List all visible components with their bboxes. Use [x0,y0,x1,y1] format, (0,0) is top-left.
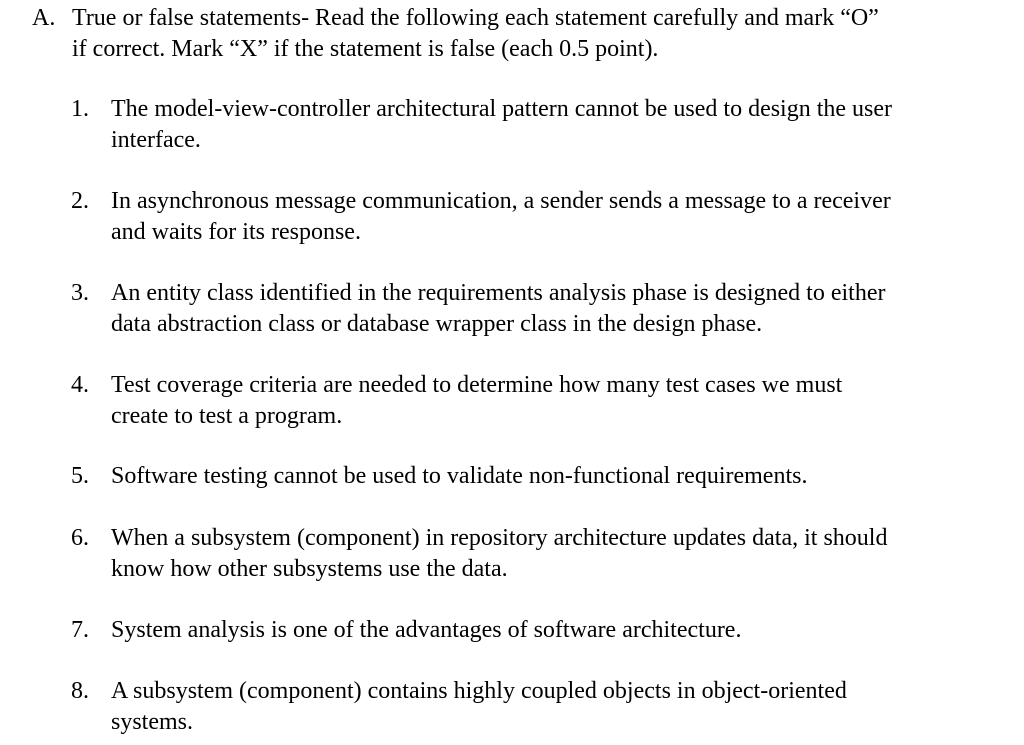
question-number: 4. [71,372,89,398]
question-number: 8. [71,678,89,704]
question-8 [71,676,991,738]
question-line-2: systems. [111,709,194,735]
question-text [111,278,991,340]
section-instructions [72,3,992,65]
question-line-2: know how other subsystems use the data. [111,556,508,582]
question-text [111,94,991,156]
question-text [111,523,991,585]
question-text [111,615,991,646]
question-line-2: create to test a program. [111,403,343,429]
question-number: 1. [71,96,89,122]
question-line-2: interface. [111,127,201,153]
question-line-1: A subsystem (component) contains highly coupled objects in object-oriented [111,678,847,704]
question-line-1: Software testing cannot be used to validate non-functional requirements. [111,463,808,489]
question-1 [71,94,991,156]
question-line-1: An entity class identified in the requirements analysis phase is designed to either [111,280,886,306]
question-line-1: In asynchronous message communication, a sender sends a message to a receiver [111,188,891,214]
question-6 [71,523,991,585]
question-text [111,186,991,248]
question-number: 7. [71,617,89,643]
question-text [111,461,991,492]
question-line-1: The model-view-controller architectural pattern cannot be used to design the user [111,96,893,122]
question-line-1: System analysis is one of the advantages of software architecture. [111,617,742,643]
question-text [111,370,991,432]
instructions-line-1: True or false statements- Read the following each statement carefully and mark “O” [72,5,879,31]
question-4 [71,370,991,432]
question-7 [71,615,991,646]
question-3 [71,278,991,340]
section-marker: A. [32,5,56,31]
question-line-1: When a subsystem (component) in repository architecture updates data, it should [111,525,888,551]
question-line-2: and waits for its response. [111,219,361,245]
question-line-1: Test coverage criteria are needed to determine how many test cases we must [111,372,843,398]
question-text [111,676,991,738]
question-line-2: data abstraction class or database wrapper class in the design phase. [111,311,763,337]
question-5 [71,461,991,492]
section-header [32,3,992,65]
question-number: 6. [71,525,89,551]
question-2 [71,186,991,248]
question-number: 2. [71,188,89,214]
question-number: 3. [71,280,89,306]
question-number: 5. [71,463,89,489]
instructions-line-2: if correct. Mark “X” if the statement is false (each 0.5 point). [72,36,659,62]
